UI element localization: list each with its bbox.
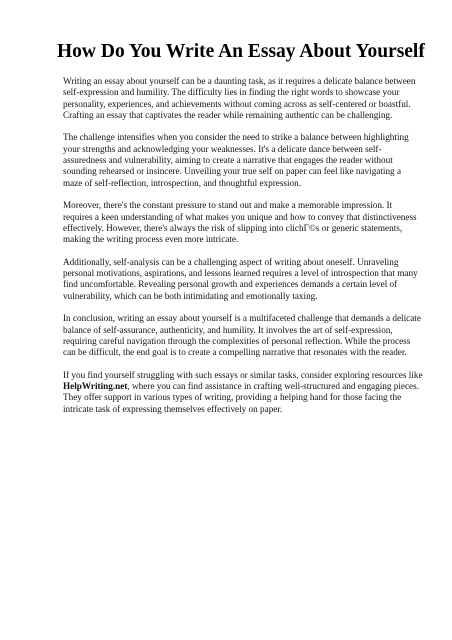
text-line: The challenge intensifies when you consider the need to strike a balance between highlighting bbox=[63, 132, 409, 143]
page-title: How Do You Write An Essay About Yourself bbox=[57, 41, 425, 62]
text-line: If you find yourself struggling with such essays or similar tasks, consider exploring resources like bbox=[63, 369, 423, 380]
paragraph-self-analysis bbox=[63, 256, 418, 302]
paragraph-challenge bbox=[63, 132, 409, 188]
text-line: In conclusion, writing an essay about yourself is a multifaceted challenge that demands a delicate bbox=[63, 313, 421, 324]
text-line: maze of self-reflection, introspection, and thoughtful expression. bbox=[63, 177, 302, 188]
text-line: making the writing process even more intricate. bbox=[63, 234, 239, 245]
text-line: your strengths and acknowledging your weaknesses. It's a delicate dance between self- bbox=[63, 143, 382, 154]
text-line: personality, experiences, and achievements without coming across as self-centered or boastful. bbox=[63, 98, 411, 109]
text-line: requiring careful navigation through the complexities of personal reflection. While the process bbox=[63, 335, 411, 346]
text-line: self-expression and humility. The difficulty lies in finding the right words to showcase your bbox=[63, 87, 400, 98]
text-line: vulnerability, which can be both intimidating and emotionally taxing. bbox=[63, 290, 318, 301]
text-fragment: , where you can find assistance in crafting well-structured and engaging pieces. bbox=[127, 381, 420, 392]
helpwriting-link[interactable]: HelpWriting.net bbox=[63, 381, 128, 392]
paragraph-resources bbox=[63, 369, 423, 415]
text-line: assuredness and vulnerability, aiming to create a narrative that engages the reader without bbox=[63, 155, 393, 166]
text-line: can be difficult, the end goal is to create a compelling narrative that resonates with the reader. bbox=[63, 347, 407, 358]
text-line: Moreover, there's the constant pressure to stand out and make a memorable impression. It bbox=[63, 200, 393, 211]
text-line: Crafting an essay that captivates the reader while remaining authentic can be challenging. bbox=[63, 109, 393, 120]
text-line: intricate task of expressing themselves effectively on paper. bbox=[63, 403, 283, 414]
paragraph-intro bbox=[63, 76, 416, 121]
text-line: Additionally, self-analysis can be a challenging aspect of writing about oneself. Unraveling bbox=[63, 256, 399, 267]
text-line: sounding rehearsed or insincere. Unveiling your true self on paper can feel like navigating a bbox=[63, 166, 402, 177]
text-line: balance of self-assurance, authenticity, and humility. It involves the art of self-expression, bbox=[63, 324, 393, 335]
paragraph-conclusion bbox=[63, 313, 421, 358]
text-line: requires a keen understanding of what makes you unique and how to convey that distinctiveness bbox=[63, 211, 417, 222]
paragraph-pressure bbox=[63, 200, 417, 245]
text-line: personal motivations, aspirations, and lessons learned requires a level of introspection that many bbox=[63, 268, 418, 279]
text-line: effectively. However, there's always the risk of slipping into clichΓ©s or generic statements, bbox=[63, 222, 403, 233]
text-line: Writing an essay about yourself can be a daunting task, as it requires a delicate balance between bbox=[63, 76, 416, 86]
text-line: find uncomfortable. Revealing personal growth and experiences demands a certain level of bbox=[63, 279, 398, 290]
text-line: They offer support in various types of writing, providing a helping hand for those facing the bbox=[63, 392, 402, 403]
text-line bbox=[63, 381, 420, 392]
